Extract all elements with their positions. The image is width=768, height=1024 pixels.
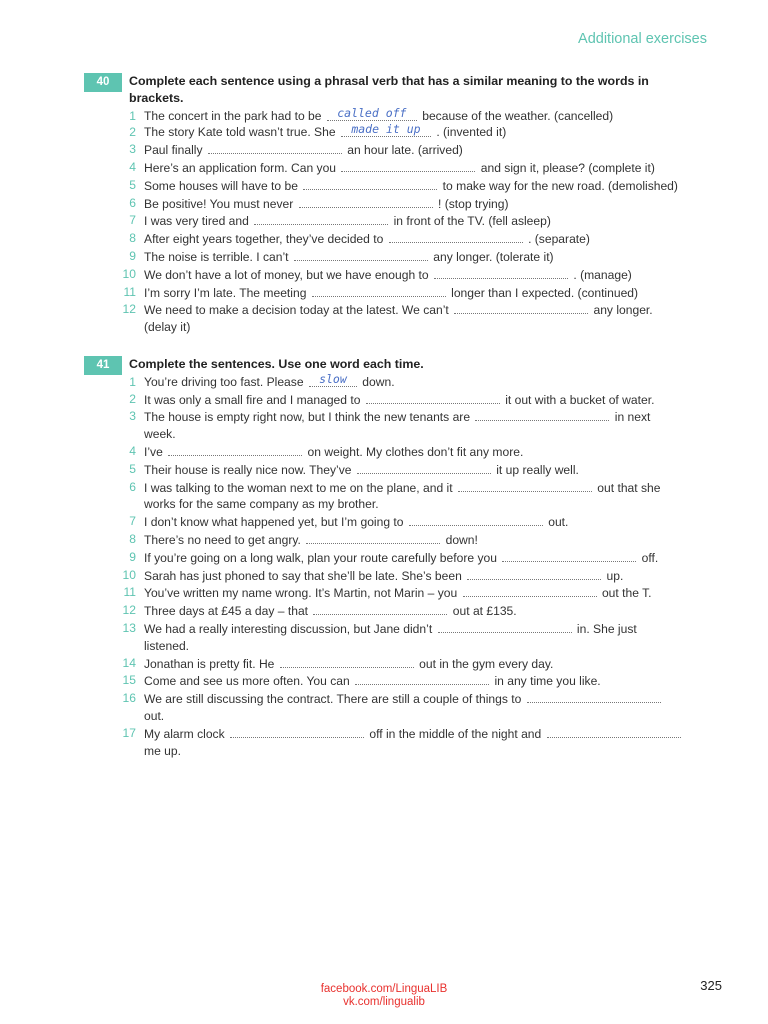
exercise-instruction: Complete each sentence using a phrasal verb that has a similar meaning to the words in brackets. — [129, 74, 649, 105]
answer-blank[interactable] — [409, 513, 543, 526]
facebook-link[interactable]: facebook.com/LinguaLIB — [320, 983, 448, 995]
vk-link[interactable]: vk.com/lingualib — [343, 996, 425, 1008]
answer-blank[interactable] — [458, 479, 592, 492]
sentence-text: ! (stop trying) — [434, 196, 509, 211]
sentence-text: . (invented it) — [432, 125, 507, 140]
item-number: 4 — [129, 443, 136, 458]
sentence-text: If you’re going on a long walk, plan your route carefully before you — [144, 550, 501, 565]
sentence-text: We don’t have a lot of money, but we have enough to — [144, 267, 432, 282]
exercise-item — [84, 230, 684, 248]
sentence-text: We had a really interesting discussion, but Jane didn’t — [144, 621, 436, 636]
exercise-item — [84, 212, 684, 230]
sentence-text: The concert in the park had to be — [144, 108, 325, 123]
item-number: 3 — [129, 409, 136, 424]
sentence-text: it out with a bucket of water. — [501, 392, 655, 407]
sentence-text: Come and see us more often. You can — [144, 674, 354, 689]
sentence-text: any longer. (tolerate it) — [429, 249, 554, 264]
sentence-text: . (separate) — [524, 232, 590, 247]
sentence-text: My alarm clock — [144, 726, 228, 741]
item-number: 7 — [129, 514, 136, 529]
exercise-item — [84, 567, 684, 585]
answer-blank[interactable] — [467, 567, 601, 580]
answer-blank[interactable] — [438, 620, 572, 633]
exercise-number: 40 — [84, 73, 122, 92]
exercise-number: 41 — [84, 356, 122, 375]
page-header: Additional exercises — [578, 31, 707, 47]
answer-blank[interactable] — [341, 159, 475, 172]
item-number: 10 — [122, 567, 136, 582]
sentence-text: on weight. My clothes don’t fit any more. — [304, 444, 524, 459]
exercise-40 — [84, 72, 684, 336]
item-number: 15 — [122, 673, 136, 688]
answer-blank[interactable] — [299, 195, 433, 208]
answer-blank[interactable] — [168, 443, 302, 456]
sentence-text: Some houses will have to be — [144, 178, 302, 193]
answer-blank[interactable] — [230, 725, 364, 738]
exercise-item — [84, 461, 684, 479]
item-number: 6 — [129, 195, 136, 210]
sentence-text: because of the weather. (cancelled) — [418, 108, 614, 123]
item-number: 16 — [122, 691, 136, 706]
page-number: 325 — [700, 978, 722, 993]
item-number: 7 — [129, 213, 136, 228]
answer-blank[interactable] — [502, 549, 636, 562]
answer-blank[interactable] — [208, 141, 342, 154]
exercise-item — [84, 248, 684, 266]
item-number: 13 — [122, 620, 136, 635]
exercise-instruction: Complete the sentences. Use one word each time. — [129, 357, 424, 371]
item-number: 11 — [123, 585, 136, 600]
exercise-item — [84, 443, 684, 461]
sentence-text: The story Kate told wasn’t true. She — [144, 125, 339, 140]
exercise-item — [84, 479, 684, 514]
item-number: 6 — [129, 479, 136, 494]
sentence-text: After eight years together, they’ve decided to — [144, 232, 387, 247]
item-number: 9 — [129, 248, 136, 263]
sentence-text: off. — [638, 550, 659, 565]
exercise-item — [84, 620, 684, 655]
answer-blank[interactable] — [527, 690, 661, 703]
answer-blank[interactable] — [475, 408, 609, 421]
sentence-text: out in the gym every day. — [415, 656, 554, 671]
exercise-item — [84, 408, 684, 443]
sentence-text: You’ve written my name wrong. It’s Martin, not Marin – you — [144, 586, 461, 601]
sentence-text: out at £135. — [449, 604, 517, 619]
answer-blank[interactable] — [547, 725, 681, 738]
sentence-text: We are still discussing the contract. There are still a couple of things to — [144, 692, 525, 707]
item-number: 12 — [122, 603, 136, 618]
exercise-item — [84, 549, 684, 567]
exercise-41 — [84, 355, 684, 759]
item-number: 17 — [122, 725, 136, 740]
sentence-text: I’ve — [144, 444, 167, 459]
handwritten-answer: made it up — [351, 122, 421, 137]
sentence-text: Here’s an application form. Can you — [144, 160, 340, 175]
exercise-item — [84, 690, 684, 725]
exercise-item — [84, 584, 684, 602]
answer-blank[interactable] — [309, 371, 357, 387]
exercise-item — [84, 141, 684, 159]
exercise-item — [84, 672, 684, 690]
answer-blank[interactable] — [434, 266, 568, 279]
sentence-text: The noise is terrible. I can’t — [144, 249, 292, 264]
exercise-item — [84, 531, 684, 549]
answer-blank[interactable] — [366, 391, 500, 404]
sentence-text: Three days at £45 a day – that — [144, 604, 312, 619]
exercise-item — [84, 655, 684, 673]
sentence-text: any longer. (delay it) — [144, 303, 653, 335]
sentence-text: You’re driving too fast. Please — [144, 374, 307, 389]
item-number: 12 — [122, 302, 136, 317]
sentence-text: We need to make a decision today at the latest. We can’t — [144, 303, 453, 318]
exercise-item — [84, 266, 684, 284]
footer-links — [0, 983, 768, 1009]
exercise-item — [84, 195, 684, 213]
item-number: 11 — [123, 284, 136, 299]
answer-blank[interactable] — [312, 284, 446, 297]
sentence-text: I was talking to the woman next to me on the plane, and it — [144, 480, 456, 495]
answer-blank[interactable] — [327, 105, 417, 121]
item-number: 5 — [129, 177, 136, 192]
exercise-item — [84, 513, 684, 531]
answer-blank[interactable] — [463, 584, 597, 597]
exercise-item — [84, 371, 684, 391]
exercise-item — [84, 284, 684, 302]
sentence-text: . (manage) — [569, 267, 632, 282]
item-number: 1 — [129, 108, 136, 123]
sentence-text: down! — [442, 532, 478, 547]
sentence-text: out the T. — [598, 586, 652, 601]
sentence-text: in any time you like. — [491, 674, 601, 689]
exercise-item — [84, 391, 684, 409]
exercise-items — [84, 371, 684, 760]
exercise-item — [84, 301, 684, 336]
sentence-text: longer than I expected. (continued) — [447, 285, 639, 300]
sentence-text: it up really well. — [492, 462, 579, 477]
sentence-text: in next week. — [144, 410, 651, 442]
item-number: 3 — [129, 142, 136, 157]
handwritten-answer: slow — [319, 371, 347, 386]
sentence-text: I was very tired and — [144, 214, 253, 229]
item-number: 2 — [129, 391, 136, 406]
sentence-text: up. — [603, 568, 624, 583]
answer-blank[interactable] — [341, 124, 431, 137]
sentence-text: The house is empty right now, but I think the new tenants are — [144, 410, 474, 425]
sentence-text: I don’t know what happened yet, but I’m going to — [144, 515, 407, 530]
sentence-text: Be positive! You must never — [144, 196, 297, 211]
item-number: 2 — [129, 125, 136, 140]
answer-blank[interactable] — [454, 301, 588, 314]
item-number: 8 — [129, 531, 136, 546]
sentence-text: Jonathan is pretty fit. He — [144, 656, 278, 671]
item-number: 8 — [129, 231, 136, 246]
sentence-text: Sarah has just phoned to say that she’ll be late. She’s been — [144, 568, 466, 583]
item-number: 14 — [122, 655, 136, 670]
item-number: 4 — [129, 159, 136, 174]
exercise-item — [84, 159, 684, 177]
sentence-text: in. She just listened. — [144, 621, 637, 653]
sentence-text: Paul finally — [144, 143, 206, 158]
sentence-text: down. — [358, 374, 395, 389]
answer-blank[interactable] — [355, 672, 489, 685]
sentence-text: in front of the TV. (fell asleep) — [390, 214, 551, 229]
sentence-text: out that she works for the same company as my brother. — [144, 480, 661, 512]
exercise-item — [84, 177, 684, 195]
sentence-text: an hour late. (arrived) — [343, 143, 463, 158]
sentence-text: to make way for the new road. (demolished) — [439, 178, 678, 193]
exercise-item — [84, 725, 684, 760]
handwritten-answer: called off — [337, 105, 407, 120]
answer-blank[interactable] — [254, 212, 388, 225]
answer-blank[interactable] — [357, 461, 491, 474]
sentence-text: It was only a small fire and I managed to — [144, 392, 364, 407]
sentence-text: I’m sorry I’m late. The meeting — [144, 285, 310, 300]
item-number: 10 — [122, 266, 136, 281]
sentence-text: off in the middle of the night and — [366, 726, 545, 741]
exercise-items — [84, 105, 684, 336]
item-number: 1 — [129, 374, 136, 389]
answer-blank[interactable] — [303, 177, 437, 190]
answer-blank[interactable] — [294, 248, 428, 261]
answer-blank[interactable] — [306, 531, 440, 544]
answer-blank[interactable] — [389, 230, 523, 243]
sentence-text: There’s no need to get angry. — [144, 532, 305, 547]
sentence-text: out. — [544, 515, 569, 530]
item-number: 5 — [129, 461, 136, 476]
sentence-text: Their house is really nice now. They’ve — [144, 462, 355, 477]
item-number: 9 — [129, 549, 136, 564]
exercise-item — [84, 602, 684, 620]
sentence-text: me up. — [144, 743, 181, 758]
sentence-text: out. — [144, 708, 165, 723]
answer-blank[interactable] — [313, 602, 447, 615]
answer-blank[interactable] — [280, 655, 414, 668]
sentence-text: and sign it, please? (complete it) — [477, 160, 655, 175]
exercise-item — [84, 124, 684, 141]
